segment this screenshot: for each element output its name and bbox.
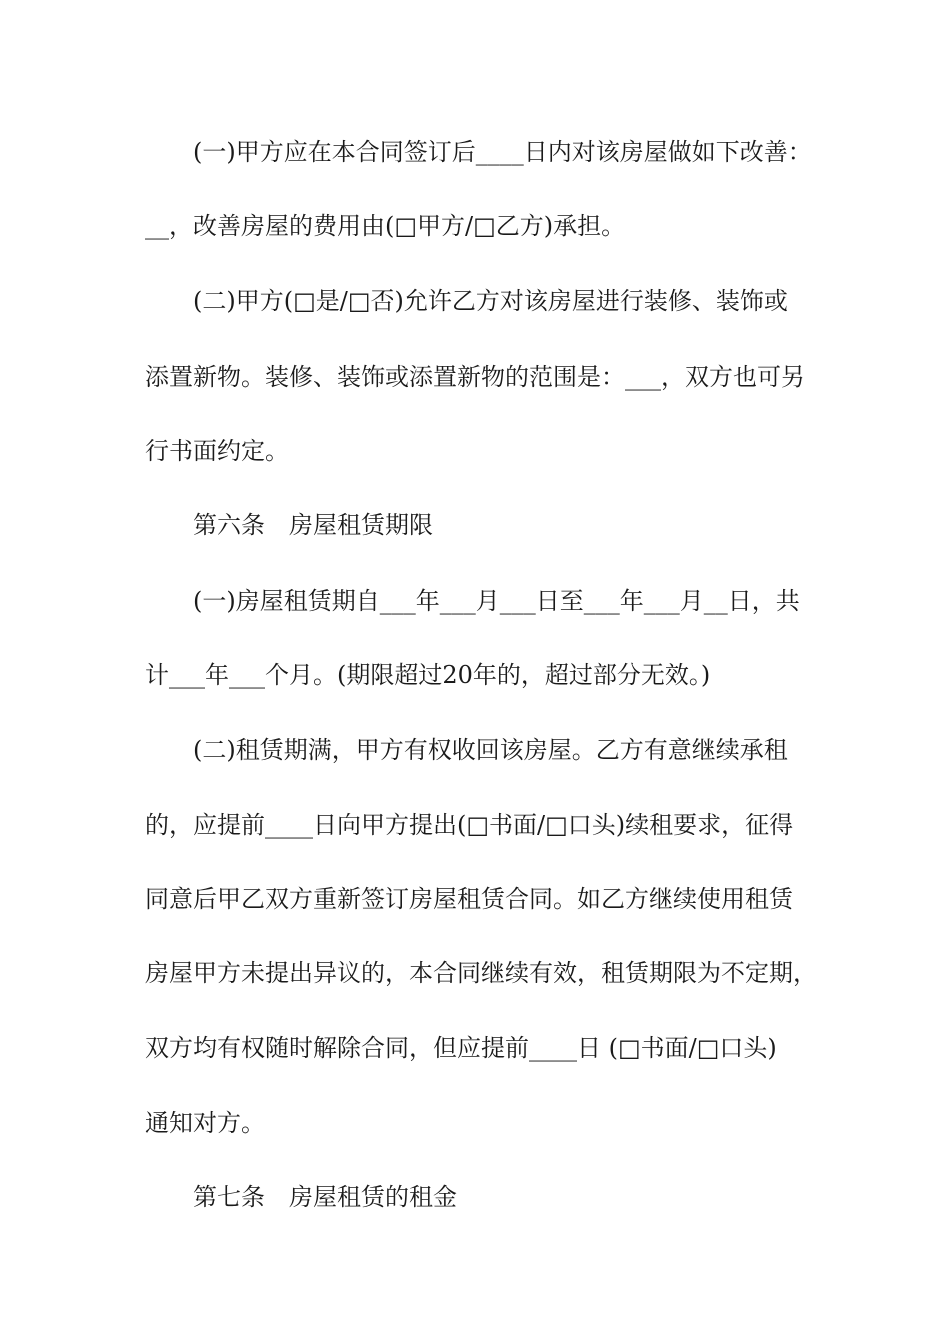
paragraph-line: 行书面约定。 xyxy=(145,437,289,465)
paragraph-line: 房屋甲方未提出异议的，本合同继续有效，租赁期限为不定期， xyxy=(145,959,817,987)
paragraph-line: 的，应提前____日向甲方提出(□书面/□口头)续租要求，征得 xyxy=(145,811,794,839)
paragraph-line: (二)租赁期满，甲方有权收回该房屋。乙方有意继续承租 xyxy=(193,736,788,764)
paragraph-line: 同意后甲乙双方重新签订房屋租赁合同。如乙方继续使用租赁 xyxy=(145,885,793,913)
paragraph-line: (一)房屋租赁期自___年___月___日至___年___月__日，共 xyxy=(193,587,800,615)
paragraph-line: 通知对方。 xyxy=(145,1109,265,1137)
paragraph-line: (一)甲方应在本合同签订后____日内对该房屋做如下改善： xyxy=(193,138,812,166)
section-heading: 第七条 房屋租赁的租金 xyxy=(193,1183,457,1211)
paragraph-line: __，改善房屋的费用由(□甲方/□乙方)承担。 xyxy=(145,212,626,240)
paragraph-line: (二)甲方(□是/□否)允许乙方对该房屋进行装修、装饰或 xyxy=(193,287,788,315)
section-heading: 第六条 房屋租赁期限 xyxy=(193,511,433,539)
paragraph-line: 双方均有权随时解除合同，但应提前____日 (□书面/□口头) xyxy=(145,1034,777,1062)
paragraph-line: 计___年___个月。(期限超过20年的，超过部分无效。) xyxy=(145,661,711,689)
paragraph-line: 添置新物。装修、装饰或添置新物的范围是：___，双方也可另 xyxy=(145,363,805,391)
